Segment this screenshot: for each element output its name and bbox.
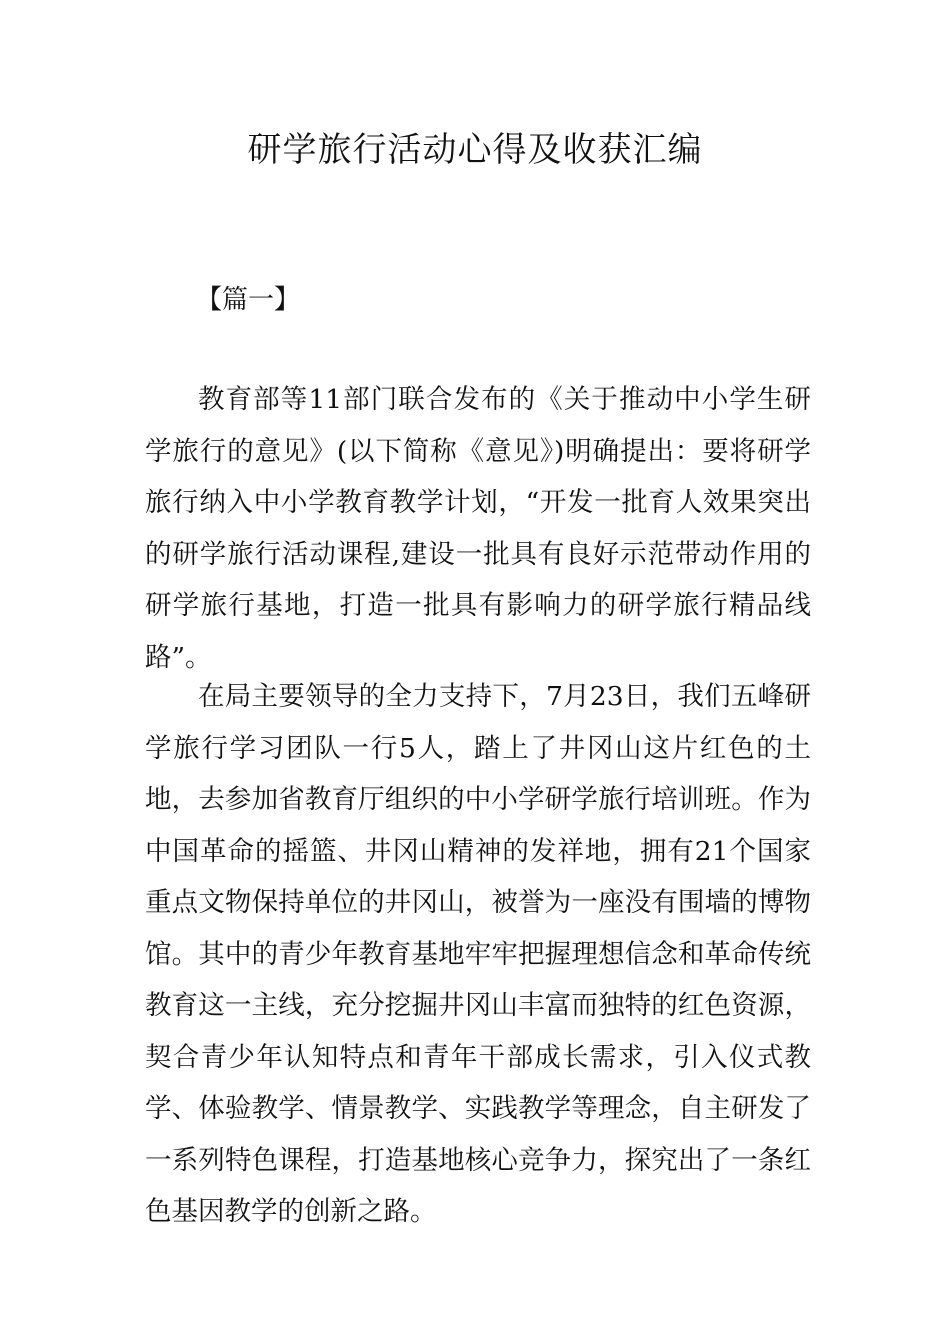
document-title: 研学旅行活动心得及收获汇编 bbox=[247, 130, 703, 170]
body-paragraph-2: 在局主要领导的全力支持下，7月23日，我们五峰研学旅行学习团队一行5人，踏上了井冈山这片红色的土地，去参加省教育厅组织的中小学研学旅行培训班。作为中国革命的摇篮、井冈山精神的发祥地，拥有21个国家重点文物保持单位的井冈山，被誉为一座没有围墙的博物馆。其中的青少年教育基地牢牢把握理想信念和革命传统教育这一主线，充分挖掘井冈山丰富而独特的红色资源，契合青少年认知特点和青年干部成长需求，引入仪式教学、体验教学、情景教学、实践教学等理念，自主研发了一系列特色课程，打造基地核心竞争力，探究出了一条红色基因教学的创新之路。 bbox=[145, 681, 811, 1227]
section-label: 【篇一】 bbox=[196, 285, 301, 315]
body-paragraph-1: 教育部等11部门联合发布的《关于推动中小学生研学旅行的意见》(以下简称《意见》)明确提出：要将研学旅行纳入中小学教育教学计划，“开发一批育人效果突出的研学旅行活动课程,建设一批具有良好示范带动作用的研学旅行基地，打造一批具有影响力的研学旅行精品线路”。 bbox=[145, 384, 811, 673]
